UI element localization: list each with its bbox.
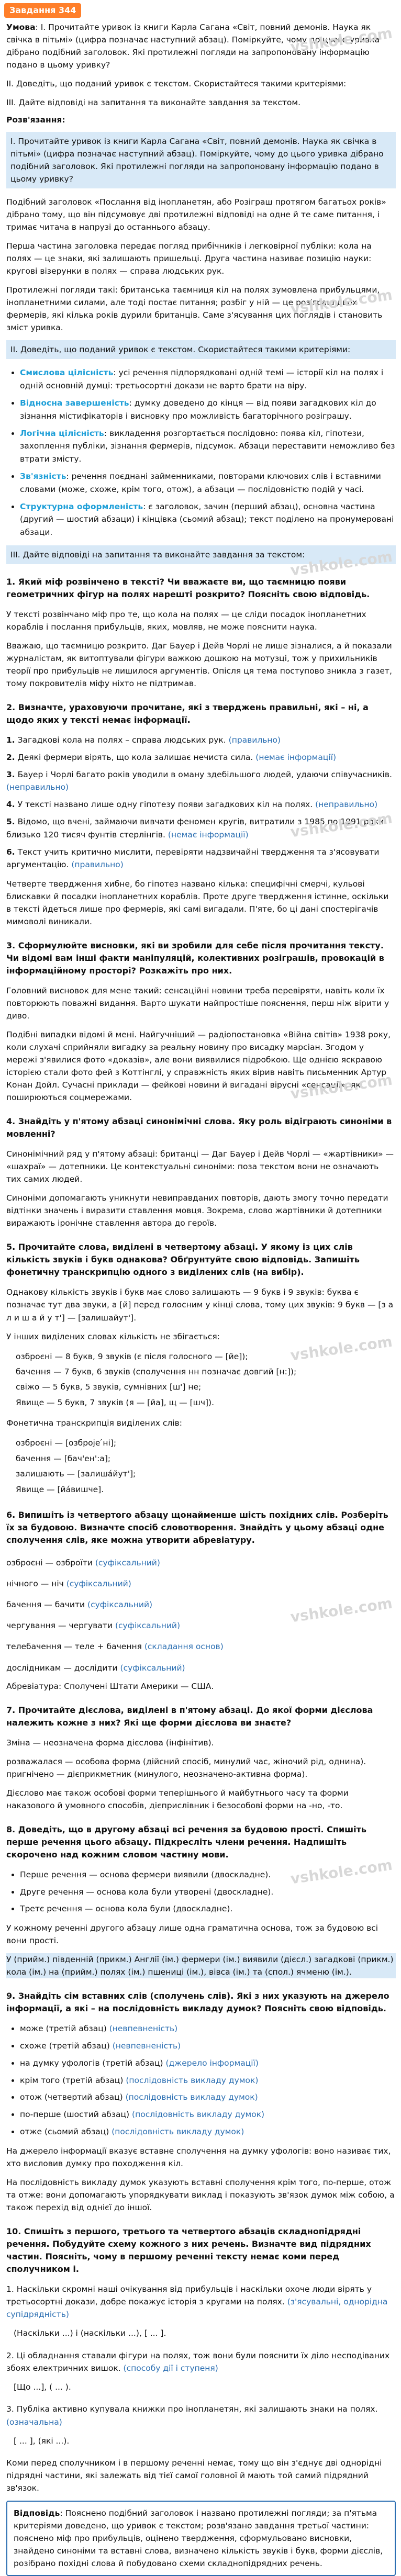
sentence-basis-item: • Друге речення — основа кола були утворені (двоскладне). [20, 1886, 396, 1899]
word-analysis-item: Явище — 5 букв, 7 звуків (я — [йа], щ — [шч]). [16, 1397, 215, 1407]
part1-paragraph: Протилежні погляди такі: британська таємниця кіл на полях зумовлена прибульцями, інопланетними силами, але тоді постає питання; розбіг у ній — це розіграш двох фермерів, які кілька років дурили британців. Саме з'ясування цих поглядів і становить зміст уривка. [6, 285, 383, 333]
complex-sentence: 2. Ці обладнання ставали фігури на полях, тож вони були пояснити їх діло несподіваних збоях електричних вишок. (способу дії і ступеня) [6, 2350, 390, 2373]
word-analysis-item: озброєні — 8 букв, 9 звуків (є після голосного — [йе]); [16, 1351, 248, 1361]
answer-paragraph: Зміна — неозначена форма дієслова (інфінітив). [6, 1738, 214, 1748]
answer-paragraph: На послідовність викладу думок указують вставні сполучення крім того, по-перше, отож та отже: вони допомагають упорядкувати виклад і показують зв'язок думок між собою, а також перехід від однієї до іншої. [6, 2177, 395, 2212]
parenthetical-item: • крім того (третій абзац) (послідовність викладу думок) [20, 2074, 396, 2087]
criterion-item: • Смислова цілісність: усі речення підпорядковані одній темі — історії кіл на полях і одній основній думці: третьосортні докази не варто брати на віру. [20, 366, 396, 393]
watermark: vshkole.com [289, 547, 394, 579]
task-2-highlight: ІІ. Доведіть, що поданий уривок є текстом. Скористайтеся такими критеріями: [6, 340, 396, 359]
criterion-item: • Зв'язність: речення поєднані займенниками, повторами ключових слів і вставними словами (можe, схоже, крім того, отож), а абзаци — послідовністю подій у часі. [20, 470, 396, 496]
morphology-item: озброєні — озброїти (суфіксальний) [6, 1558, 160, 1568]
parenthetical-item: • схоже (третій абзац) (невпевненість) [20, 2040, 396, 2053]
morphology-item: телебачення — теле + бачення (складання основ) [6, 1642, 224, 1652]
statement-item: 5. Відомо, що вчені, займаючи вивчати феномен кругів, витратили з 1985 по 1991 роки близько 120 тисяч фунтів стерлінгів. (немає інформації) [6, 816, 384, 839]
parenthetical-list [6, 2022, 396, 2138]
morphology-item: нічного — ніч (суфіксальний) [6, 1579, 131, 1589]
statement-item: 3. Бауер і Чорлі багато років уводили в оману здебільшого людей, удаючи співучасників. (неправильно) [6, 769, 392, 792]
question-6: 6. Випишіть із четвертого абзацу щонайменше шість похідних слів. Розберіть їх за будовою. Визначте спосіб словотворення. Знайдіть у цьому абзаці одне сполучення слів, яке можна утворити абревіатуру. [6, 1510, 388, 1545]
question-1: 1. Який міф розвінчено в тексті? Чи вважаєте ви, що таємницю появи геометричних фігур на полях нарешті розкрито? Поясніть свою відповідь. [6, 576, 370, 599]
watermark: vshkole.com [289, 1332, 394, 1364]
morphology-list [6, 1554, 396, 1677]
transcription-list [6, 1436, 396, 1497]
task-1-highlight: І. Прочитайте уривок із книги Карла Сагана «Світ, повний демонів. Наука як свічка в пітьмі» (цифра позначає наступний абзац). Поміркуйте, чому до цього уривка дібрано подібний заголовок. Які протилежні погляди на запропоновану інформацію подано в цьому уривку? [6, 132, 396, 188]
answer-paragraph: Дієслово має також особові форми теперішнього й майбутнього часу та форми наказового й умовного способів, дієприслівник і безособові форми на -но, -то. [6, 1788, 349, 1810]
statement-item: 4. У тексті названо лише одну гіпотезу появи загадкових кіл на полях. (неправильно) [6, 800, 378, 810]
transcription-item: Явище — [йа́вишче]. [16, 1484, 104, 1494]
parenthetical-item: • на думку уфологів (третій абзац) (джерело інформації) [20, 2057, 396, 2070]
question-5: 5. Прочитайте слова, виділені в четвертому абзаці. У якому із цих слів кількість звуків і букв однакова? Обґрунтуйте свою відповідь. Запишіть фонетичну транскрипцію одного з виділених слів (на вибір). [6, 1242, 360, 1278]
parenthetical-item: • по-перше (шостий абзац) (послідовність викладу думок) [20, 2108, 396, 2121]
statement-item: 1. Загадкові кола на полях – справа людських рук. (правильно) [6, 735, 281, 745]
task-badge: Завдання 344 [4, 3, 81, 18]
criteria-list [6, 366, 396, 539]
sentence-scheme: [ ... ], (які ...). [14, 2436, 70, 2446]
part1-paragraph: Перша частина заголовка передає погляд прибічників і легковірної публіки: кола на полях — це знаки, які залишають пришельці. Друга частина називає позицію науки: кругові візерунки в полях — справа людських рук. [6, 241, 372, 276]
answer-paragraph: У кожному реченні другого абзацу лише одна граматична основа, тож за будовою всі вони прості. [6, 1923, 378, 1946]
question-2: 2. Визначте, ураховуючи прочитане, які з тверджень правильні, які – ні, а щодо яких у тексті немає інформації. [6, 702, 369, 725]
answer-paragraph: Вважаю, що таємницю розкрито. Даг Бауер і Дейв Чорлі не лише зізналися, а й показали журналістам, як витоптували фігури важкою дошкою на мотузці, тож у прихильників теорії про прибульців не лишилося аргументів. Опісля ця тема поступово зникла з газет, тому покровителів міфу ніхто не підтримав. [6, 641, 392, 688]
watermark: vshkole.com [289, 1856, 394, 1888]
statement-item: 2. Деякі фермери вірять, що кола залишає нечиста сила. (немає інформації) [6, 752, 337, 762]
solution-title: Розв'язання: [6, 115, 65, 125]
complex-sentence: 1. Наскільки скромні наші очікування від прибульців і наскільки охоче люди вірять у третьосортні докази, добре покажує історія з кругами на полях. (з'ясувальні, однорідна супідрядність) [6, 2284, 388, 2319]
final-answer-box: Відповідь: Поясненo подібний заголовок і названо протилежні погляди; за п'ятьма критеріями доведено, що уривок є текстом; розв'язано завдання третьої частини: пояснено міф про прибульців, оцінено твердження, сформульовано висновки, знайдено синоніми та вставні слова, визначено кількість звуків і букв, форми дієслів, розібрано похідні слова й побудовано схеми складнопідрядних речень. [6, 2501, 396, 2576]
answer-paragraph: розважалася — особова форма (дійсний спосіб, минулий час, жіночий рід, однина). пригнічено — дієприкметник (минулого, неозначено-активна форма). [6, 1756, 366, 1779]
watermark: vshkole.com [289, 1594, 394, 1626]
condition: Умова: І. Прочитайте уривок із книги Карла Сагана «Світ, повний демонів. Наука як свічка в пітьмі» (цифра позначає наступний абзац). Поміркуйте, чому до цього уривка дібрано подібний заголовок. Які протилежні погляди на запропоновану інформацію подано в цьому уривку? [6, 23, 380, 70]
task-3-highlight: ІІІ. Дайте відповіді на запитання та виконайте завдання за текстом: [6, 545, 396, 564]
transcription-item: бачення — [бач'ен':а]; [16, 1453, 111, 1463]
parenthetical-item: • можe (третій абзац) (невпевненість) [20, 2022, 396, 2035]
answer-paragraph: На джерело інформації вказує вставне сполучення на думку уфологів: воно називає тих, хто висловив думку про походження кіл. [6, 2146, 391, 2168]
criterion-item: • Структурна оформленість: є заголовок, зачин (перший абзац), основна частина (другий — шостий абзаци) і кінцівка (сьомий абзац); текст поділено на пронумеровані абзаци. [20, 500, 396, 539]
condition-part2: ІІ. Доведіть, що поданий уривок є текстом. Скористайтеся такими критеріями: [6, 79, 347, 89]
sentence-scheme: (Наскільки ...) і (наскільки ...), [ ... ]. [14, 2328, 166, 2338]
watermark: vshkole.com [289, 24, 394, 56]
header [0, 0, 401, 21]
parenthetical-item: • отже (сьомий абзац) (послідовність викладу думок) [20, 2125, 396, 2138]
watermark: vshkole.com [289, 1071, 394, 1103]
question-10: 10. Спишіть з першого, третього та четвертого абзаців складнопідрядні речення. Побудуйте схему кожного з них речень. Визначте вид підрядних частин. Поясніть, чому в першому реченні тексту немає коми перед сполучником і. [6, 2226, 371, 2274]
criterion-item: • Логічна цілісність: викладення розгортається послідовно: поява кіл, гіпотези, захоплення публіки, зізнання фермерів, підсумок. Абзаци переставити неможливо без втрати змісту. [20, 427, 396, 466]
answer-paragraph: Головний висновок для мене такий: сенсаційні новини треба перевіряти, навіть коли їх повторюють поважні видання. Варто шукати найпростіше пояснення, перш ніж вірити у диво. [6, 986, 389, 1021]
morphology-item: чергування — чергувати (суфіксальний) [6, 1621, 181, 1631]
question-8: 8. Доведіть, що в другому абзаці всі речення за будовою прості. Спишіть перше речення цього абзацу. Підкресліть члени речення. Надпишіть скорочено над кожним словом частину мови. [6, 1824, 367, 1860]
answer-paragraph: Четверте твердження хибне, бо гіпотез названо кілька: специфічні смерчі, кульові блискавки й посадки інопланетних кораблів. Проте друге твердження істинне, оскільки в тексті йдеться лише про фермерів, які самі вигадали. П'яте, бо ці дані спостерігачів мимоволі виникали. [6, 879, 389, 927]
statement-item: 6. Текст учить критично мислити, перевіряти надзвичайні твердження та з'ясовувати аргументацію. (правильно) [6, 847, 380, 870]
morphology-item: дослідникам — дослідити (суфіксальний) [6, 1663, 185, 1673]
sentence-basis-item: • Перше речення — основа фермери виявили (двоскладне). [20, 1868, 396, 1881]
criterion-item: • Відносна завершеність: думку доведено до кінця — від появи загадкових кіл до зізнання містифікаторів і висновку про можливість багаторічного розіграшу. [20, 397, 396, 423]
watermark: vshkole.com [289, 809, 394, 841]
watermark: vshkole.com [289, 286, 394, 318]
sentence-basis-item: • Третє речення — основа кола були (двоскладне). [20, 1902, 396, 1916]
answer-paragraph: Коми перед сполучником і в першому реченні немає, тому що він з'єднує дві однорідні підрядні частини, які залежать від тієї самої головної й мають той самий підрядний зв'язок. [6, 2458, 382, 2493]
transcription-item: залишають — [залиша́йут']; [16, 1469, 136, 1479]
answer-paragraph: У інших виділених словах кількість не збігається: [6, 1331, 220, 1341]
question-7: 7. Прочитайте дієслова, виділені в п'ятому абзаці. До якої форми дієслова належить кожне з них? Які ще форми дієслова ви знаєте? [6, 1705, 373, 1728]
answer-paragraph: У тексті розвінчано міф про те, що кола на полях — це сліди посадок інопланетних кораблів і послання прибульців, яких, мовляв, не може пояснити наука. [6, 609, 366, 632]
answer-paragraph: Фонетична транскрипція виділених слів: [6, 1418, 182, 1428]
answer-paragraph: Однакову кількість звуків і букв має слово залишають — 9 букв і 9 звуків: буква є позначає тут два звуки, а [й] перед голосним у кінці слова, тому цих звуків: 9 букв — [з а л и ш а й у т'] — [залишайут']. [6, 1287, 394, 1323]
sentence-basis-list [6, 1868, 396, 1916]
part1-paragraph: Подібний заголовок «Послання від інопланетян, або Розіграш протягом багатьох років» дібрано тому, що він підсумовує дві протилежні відповіді на одне й те саме питання, і тримає читача в напрузі до останнього абзацу. [6, 197, 386, 232]
abbreviation-note: Абревіатура: Сполучені Штати Америки — США. [6, 1681, 214, 1691]
condition-part3: ІІІ. Дайте відповіді на запитання та виконайте завдання за текстом. [6, 98, 301, 108]
sentence-scheme: [Що ...], ( ... ). [14, 2382, 71, 2392]
complex-sentence: 3. Публіка активно купувала книжки про інопланетян, які залишають знаки на полях. (означальна) [6, 2404, 378, 2427]
parsed-sentence: У (прийм.) південній (прикм.) Англії (ім.) фермери (ім.) виявили (дієсл.) загадкові (прикм.) кола (ім.) на (прийм.) полях (ім.) пшениці (ім.), вівса (ім.) та (спол.) ячменю (ім.). [6, 1953, 396, 1978]
statements-list [6, 734, 396, 871]
question-9: 9. Знайдіть сім вставних слів (сполучень слів). Які з них указують на джерело інформації, а які – на послідовність викладу думок? Поясніть свою відповідь. [6, 1991, 389, 2014]
morphology-item: бачення — бачити (суфіксальний) [6, 1600, 153, 1610]
transcription-item: озброєні — [озброје ́ні]; [16, 1438, 117, 1448]
answer-paragraph: Синоніми допомагають уникнути невиправданих повторів, дають змогу точно передати відтінки значень і виразити ставлення мовця. Зокрема, слово жартівники й дотепники виражають іронічне ставлення автора до героїв. [6, 1193, 388, 1228]
question-3: 3. Сформулюйте висновки, які ви зробили для себе після прочитання тексту. Чи відомі вам інші факти маніпуляцій, колективних розіграшів, провокацій в інформаційному просторі? Розкажіть про них. [6, 940, 384, 976]
content [0, 21, 401, 2576]
parenthetical-item: • отож (четвертий абзац) (послідовність викладу думок) [20, 2091, 396, 2104]
word-analysis-item: свіжо — 5 букв, 5 звуків, сумнівних [ш'] не; [16, 1382, 202, 1392]
answer-paragraph: Подібні випадки відомі й мені. Найгучніший — радіопостановка «Війна світів» 1938 року, коли слухачі сприйняли вигадку за реальну новину про висадку марсіан. Згодом у мережі з'явилися фото «доказів», але вони виявилися підробкою. Ще однією яскравою історією стали фото фей з Коттінглі, у справжність яких вірив навіть письменник Артур Конан Дойл. Сучасні приклади — фейкові новини й вигадані вірусні «сенсації», які поширюються соцмережами. [6, 1030, 391, 1103]
word-analysis-list [6, 1349, 396, 1411]
word-analysis-item: бачення — 7 букв, 6 звуків (сполучення нн позначає довгий [н:]); [16, 1367, 297, 1376]
question-4: 4. Знайдіть у п'ятому абзаці синонімічні слова. Яку роль відіграють синоніми в мовленні? [6, 1116, 392, 1139]
answer-paragraph: Синонімічний ряд у п'ятому абзаці: британці — Даг Бауер і Дейв Чорлі — «жартівники» — «шахраї» — дотепники. Це контекстуальні синоніми: поза текстом вони не означають тих самих людей. [6, 1149, 394, 1184]
